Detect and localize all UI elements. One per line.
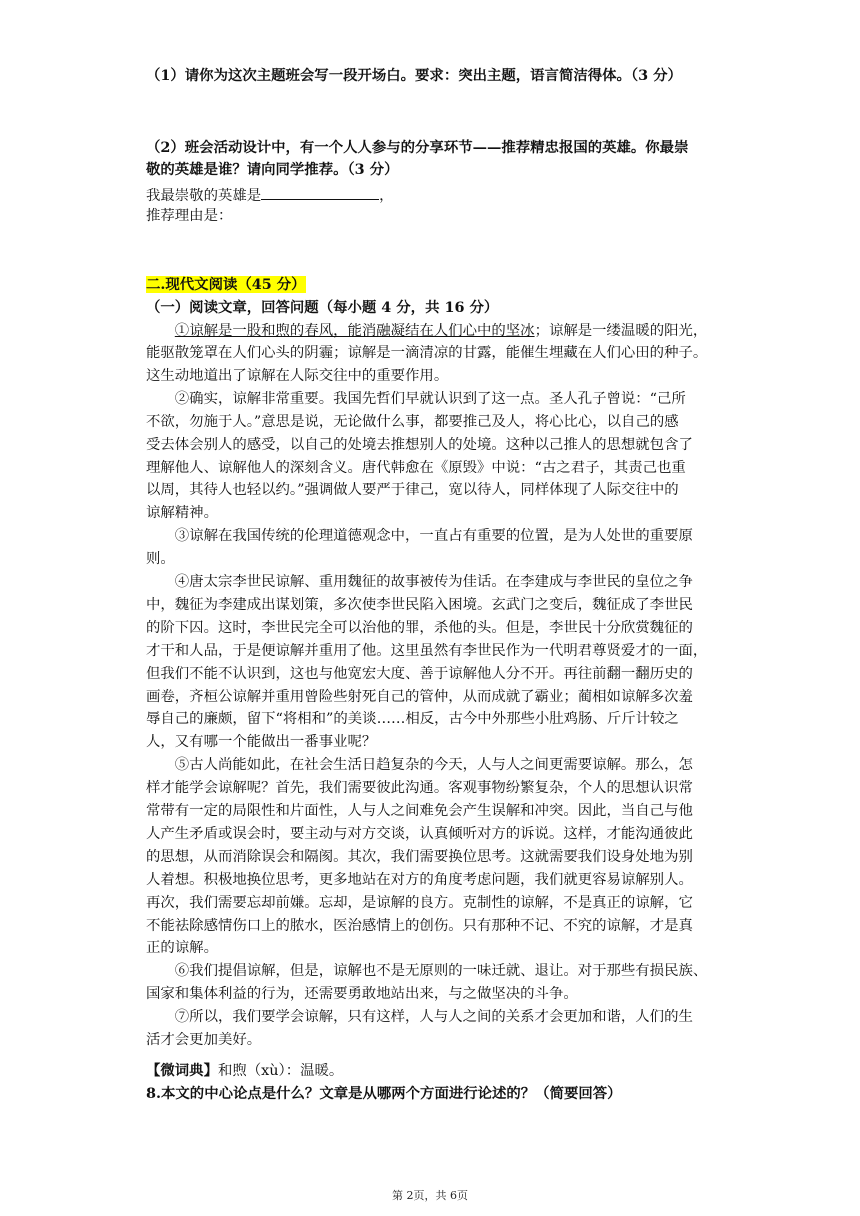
article-line: 但我们不能不认识到，这也与他宽宏大度、善于谅解他人分不开。再往前翻一翻历史的: [146, 665, 693, 682]
article-line: 能驱散笼罩在人们心头的阴霾；谅解是一滴清凉的甘露，能催生埋藏在人们心田的种子。: [146, 345, 708, 361]
section-subtitle: （一）阅读文章，回答问题（每小题 4 分，共 16 分）: [146, 299, 499, 316]
page-footer: 第 2页，共 6页: [392, 1189, 468, 1202]
article-line: 这生动地道出了谅解在人际交往中的重要作用。: [146, 367, 449, 384]
section-title-highlight: 二.现代文阅读（45 分）: [146, 276, 306, 293]
article-line: 则。: [146, 551, 175, 568]
article-line: 人，又有哪一个能做出一番事业呢？: [146, 734, 377, 751]
question-2-line-1: （2）班会活动设计中，有一个人人参与的分享环节——推荐精忠报国的英雄。你最崇: [146, 139, 689, 156]
article-line: 常带有一定的局限性和片面性，人与人之间难免会产生误解和冲突。因此，当自己与他: [146, 803, 693, 819]
article-line: 不欲，勿施于人。”意思是说，无论做什么事，都要推己及人，将心比心，以自己的感: [146, 413, 679, 430]
article-line: 以周，其待人也轻以约。”强调做人要严于律己，宽以待人，同样体现了人际交往中的: [146, 482, 679, 499]
article-line: 谅解精神。: [146, 505, 218, 522]
hero-prefix: 我最崇敬的英雄是: [146, 188, 262, 204]
glossary-label: 【微词典】: [146, 1062, 218, 1079]
article-line: 国家和集体利益的行为，还需要勇敢地站出来，与之做坚决的斗争。: [146, 986, 578, 1003]
article-line: 人产生矛盾或误会时，要主动与对方交谈，认真倾听对方的诉说。这样，才能沟通彼此: [146, 825, 693, 842]
article-underlined-sentence: ①谅解是一股和煦的春风，能消融凝结在人们心中的坚冰: [174, 323, 535, 339]
article-line: 再次，我们需要忘却前嫌。忘却，是谅解的良方。克制性的谅解，不是真正的谅解，它: [146, 894, 693, 911]
glossary-text: 和煦（xù）：温暖。: [217, 1063, 344, 1079]
article-line-1: [146, 322, 716, 340]
article-line: ⑦所以，我们要学会谅解，只有这样，人与人之间的关系才会更加和谐，人们的生: [146, 1009, 693, 1026]
section-title: [146, 276, 716, 294]
article-line: 人着想。积极地换位思考，更多地站在对方的角度考虑问题，我们就更容易谅解别人。: [146, 871, 693, 888]
article-line: ⑥我们提倡谅解，但是，谅解也不是无原则的一味迁就、退让。对于那些有损民族、: [146, 963, 708, 980]
article-line-1-rest: ；谅解是一缕温暖的阳光，: [534, 323, 708, 339]
article-line: 受去体会别人的感受，以自己的处境去推想别人的处境。这种以己推人的思想就包含了: [146, 436, 693, 453]
article-line: 才干和人品，于是便谅解并重用了他。这里虽然有李世民作为一代明君尊贤爱才的一面，: [146, 642, 708, 659]
article-line: ②确实，谅解非常重要。我国先哲们早就认识到了这一点。圣人孔子曾说：“己所: [146, 390, 686, 407]
article-line: 画卷，齐桓公谅解并重用曾险些射死自己的管仲，从而成就了霸业；蔺相如谅解多次羞: [146, 688, 693, 705]
article-line: 活才会更加美好。: [146, 1032, 262, 1048]
glossary: [146, 1062, 716, 1080]
article-line: 辱自己的廉颇，留下“将相和”的美谈……相反，古今中外那些小肚鸡肠、斤斤计较之: [146, 711, 679, 728]
article-line: 正的谅解。: [146, 940, 218, 957]
question-2-line-2: 敬的英雄是谁？请向同学推荐。（3 分）: [146, 161, 399, 178]
hero-suffix: ，: [379, 188, 394, 204]
hero-answer-blank[interactable]: [261, 185, 379, 200]
reason-line: 推荐理由是：: [146, 208, 233, 224]
article-line: 理解他人、谅解他人的深刻含义。唐代韩愈在《原毁》中说：“古之君子，其责己也重: [146, 459, 686, 476]
article-line: ④唐太宗李世民谅解、重用魏征的故事被传为佳话。在李建成与李世民的皇位之争: [146, 574, 693, 590]
article-line: 中，魏征为李建成出谋划策，多次使李世民陷入困境。玄武门之变后，魏征成了李世民: [146, 596, 693, 613]
article-line: 的阶下囚。这时，李世民完全可以治他的罪，杀他的头。但是，李世民十分欣赏魏征的: [146, 619, 693, 636]
article-line: 样才能学会谅解呢？首先，我们需要彼此沟通。客观事物纷繁复杂，个人的思想认识常: [146, 780, 693, 797]
article-line: 不能祛除感情伤口上的脓水，医治感情上的创伤。只有那种不记、不究的谅解，才是真: [146, 917, 693, 934]
article-line: 的思想，从而消除误会和隔阂。其次，我们需要换位思考。这就需要我们设身处地为别: [146, 848, 693, 865]
hero-answer-line: [146, 185, 716, 205]
article-line: ③谅解在我国传统的伦理道德观念中，一直占有重要的位置，是为人处世的重要原: [146, 528, 693, 545]
question-1: （1）请你为这次主题班会写一段开场白。要求：突出主题，语言简洁得体。（3 分）: [146, 67, 682, 84]
article-line: ⑤古人尚能如此，在社会生活日趋复杂的今天，人与人之间更需要谅解。那么，怎: [146, 757, 693, 774]
question-8: 8.本文的中心论点是什么？文章是从哪两个方面进行论述的？（简要回答）: [146, 1085, 622, 1102]
